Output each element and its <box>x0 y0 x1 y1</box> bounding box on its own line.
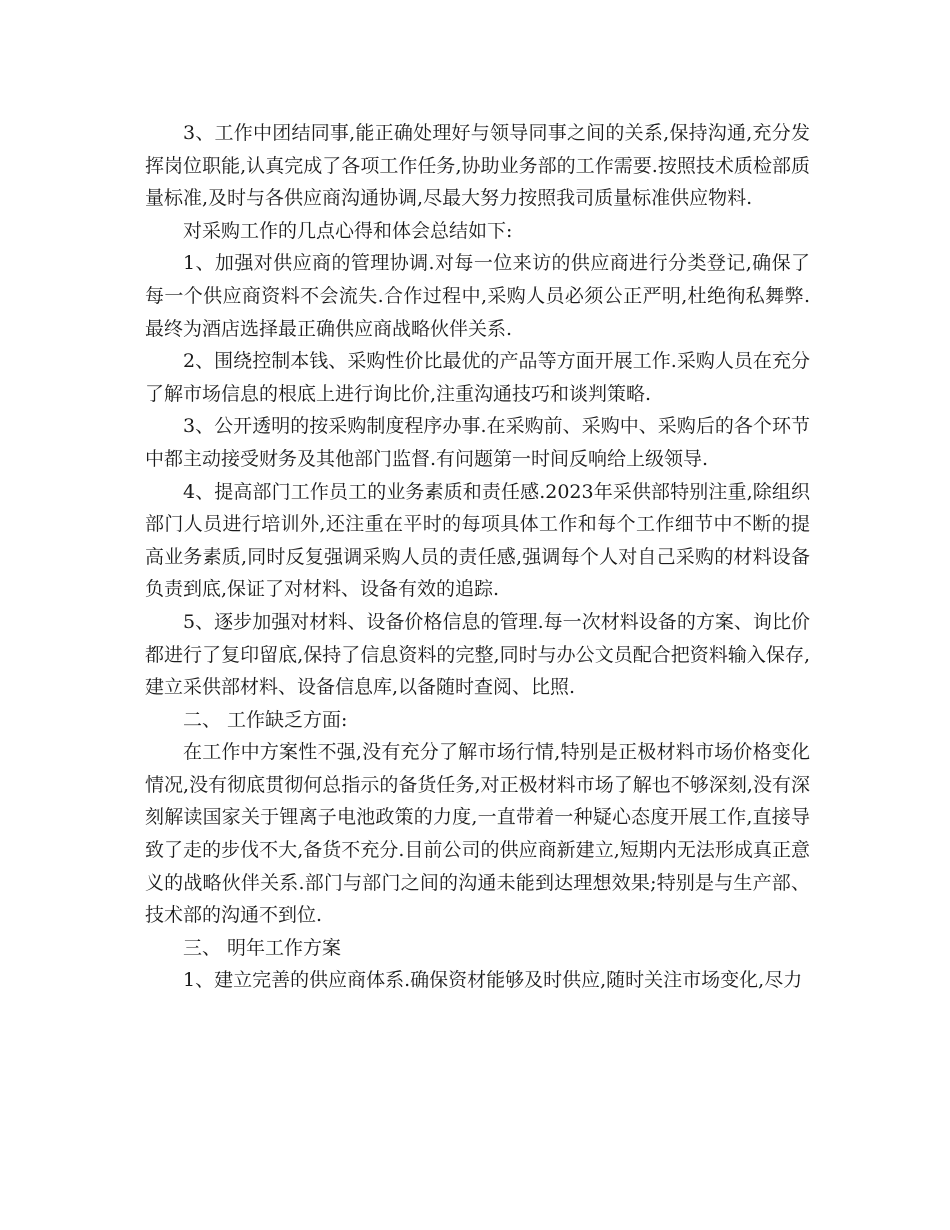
paragraph-supplier-system: 1、建立完善的供应商体系.确保资材能够及时供应,随时关注市场变化,尽力 <box>183 969 803 992</box>
paragraph-teamwork: 3、工作中团结同事,能正确处理好与领导同事之间的关系,保持沟通,充分发挥岗位职能,认真完成了各项工作任务,协助业务部的工作需要.按照技术质检部质量标准,及时与各供应商沟通协调,尽最大努力按照我司质量标准供应物料. <box>145 122 810 210</box>
paragraph-price-info: 5、逐步加强对材料、设备价格信息的管理.每一次材料设备的方案、询比价都进行了复印留底,保持了信息资料的完整,同时与办公文员配合把资料输入保存,建立采供部材料、设备信息库,以备随时查阅、比照. <box>145 610 810 699</box>
document-body <box>145 117 810 997</box>
paragraph-summary-intro: 对采购工作的几点心得和体会总结如下: <box>183 219 513 242</box>
paragraph-transparency: 3、公开透明的按采购制度程序办事.在采购前、采购中、采购后的各个环节中都主动接受财务及其他部门监督.有问题第一时间反响给上级领导. <box>145 415 810 470</box>
paragraph-cost-control: 2、围绕控制本钱、采购性价比最优的产品等方面开展工作.采购人员在充分了解市场信息的根底上进行询比价,注重沟通技巧和谈判策略. <box>145 350 810 405</box>
paragraph-supplier-management: 1、加强对供应商的管理协调.对每一位来访的供应商进行分类登记,确保了每一个供应商资料不会流失.合作过程中,采购人员必须公正严明,杜绝徇私舞弊.最终为酒店选择最正确供应商战略伙伴关系. <box>145 252 810 340</box>
section-heading-next-year-plan: 三、 明年工作方案 <box>183 936 342 959</box>
paragraph-staff-quality: 4、提高部门工作员工的业务素质和责任感.2023年采供部特别注重,除组织部门人员进行培训外,还注重在平时的每项具体工作和每个工作细节中不断的提高业务素质,同时反复强调采购人员的责任感,强调每个人对自己采购的材料设备负责到底,保证了对材料、设备有效的追踪. <box>145 480 810 601</box>
section-heading-shortcomings: 二、 工作缺乏方面: <box>183 708 348 731</box>
paragraph-shortcomings: 在工作中方案性不强,没有充分了解市场行情,特别是正极材料市场价格变化情况,没有彻底贯彻何总指示的备货任务,对正极材料市场了解也不够深刻,没有深刻解读国家关于锂离子电池政策的力度,一直带着一种疑心态度开展工作,直接导致了走的步伐不大,备货不充分.目前公司的供应商新建立,短期内无法形成真正意义的战略伙伴关系.部门与部门之间的沟通未能到达理想效果;特别是与生产部、技术部的沟通不到位. <box>145 741 810 927</box>
